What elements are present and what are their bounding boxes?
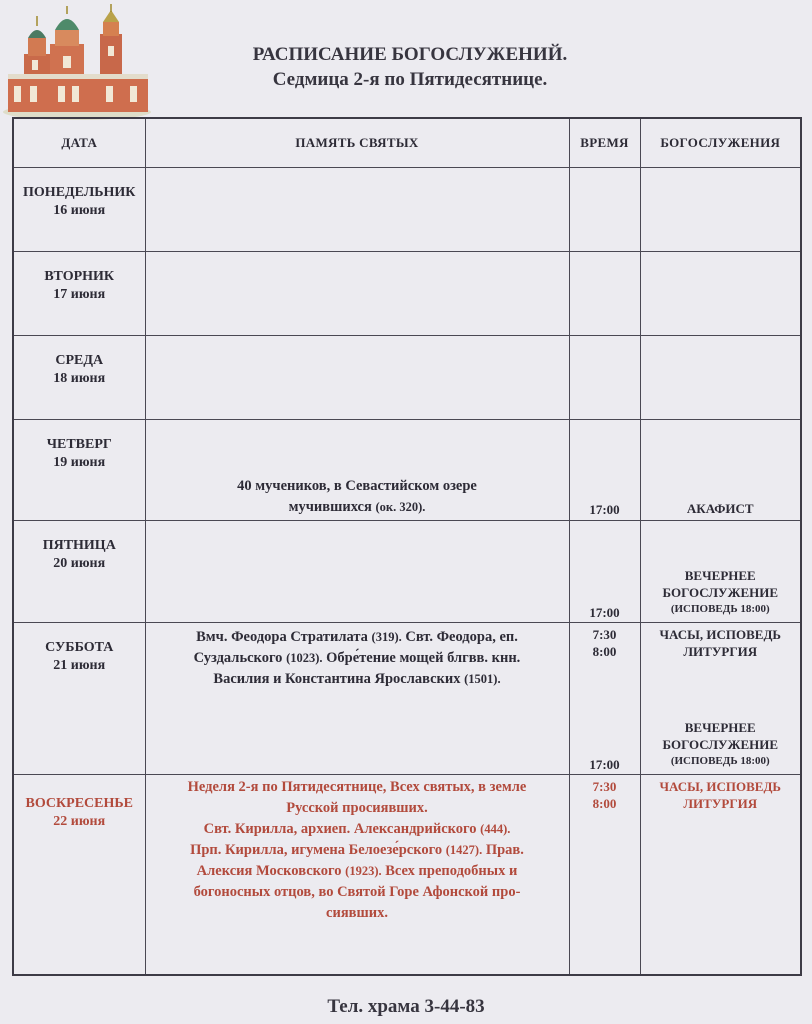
table-row [13, 336, 801, 420]
day-name: ВОСКРЕСЕНЬЕ [25, 796, 133, 811]
memory-line [152, 819, 563, 840]
day-date: 21 июня [53, 658, 106, 673]
table-row [13, 420, 801, 521]
time-cell [569, 623, 640, 775]
service-time: 7:30 [592, 779, 617, 794]
page-title [190, 42, 630, 92]
memory-cell [145, 775, 569, 975]
church-illustration-icon [2, 4, 152, 120]
day-date: 22 июня [53, 814, 106, 829]
memory-line [152, 861, 563, 882]
service-cell [640, 336, 801, 420]
memory-text: Суздальского [193, 650, 283, 666]
memory-line [152, 497, 563, 518]
memory-text: Вмч. Феодора Стратилата [196, 629, 368, 645]
day-date: 18 июня [53, 371, 106, 386]
church-phone: Тел. храма 3-44-83 [327, 996, 485, 1017]
memory-year: (319). [371, 630, 402, 644]
service-time: 17:00 [589, 757, 620, 772]
memory-text: Василия и Константина Ярославских [213, 671, 461, 687]
memory-line: сиявших. [326, 905, 388, 921]
table-row [13, 252, 801, 336]
service-time: 17:00 [589, 605, 620, 620]
service-name: БОГОСЛУЖЕНИЕ [662, 585, 779, 600]
service-time: 17:00 [589, 502, 620, 517]
memory-year: (1023). [286, 651, 323, 665]
memory-text: Свт. Феодора, еп. [405, 629, 518, 645]
schedule-table [12, 117, 802, 976]
day-name: ВТОРНИК [44, 269, 115, 284]
service-note: (ИСПОВЕДЬ 18:00) [670, 755, 770, 767]
day-name: ПЯТНИЦА [42, 538, 116, 553]
memory-line [152, 840, 563, 861]
table-row [13, 623, 801, 775]
service-cell [640, 252, 801, 336]
memory-text: мучившихся [288, 499, 372, 515]
memory-line [152, 627, 563, 648]
date-cell [13, 252, 145, 336]
memory-text: Прп. Кирилла, игумена Белоезе́рского [190, 842, 443, 858]
day-date: 17 июня [53, 287, 106, 302]
service-cell [640, 521, 801, 623]
time-cell [569, 252, 640, 336]
time-cell [569, 521, 640, 623]
col-header-memory: ПАМЯТЬ СВЯТЫХ [145, 118, 569, 168]
date-cell [13, 420, 145, 521]
date-cell [13, 168, 145, 252]
title-line-1: РАСПИСАНИЕ БОГОСЛУЖЕНИЙ. [252, 44, 568, 65]
table-row [13, 775, 801, 975]
service-time: 8:00 [592, 796, 617, 811]
service-cell [640, 420, 801, 521]
col-header-service: БОГОСЛУЖЕНИЯ [640, 118, 801, 168]
memory-year: (1427). [445, 843, 483, 857]
memory-cell [145, 420, 569, 521]
memory-line: богоносных отцов, во Святой Горе Афонской про- [193, 884, 521, 900]
service-time: 8:00 [592, 644, 617, 659]
memory-text: Обре́тение мощей блгвв. кнн. [326, 650, 521, 666]
memory-year: (444). [480, 822, 511, 836]
service-note: (ИСПОВЕДЬ 18:00) [670, 603, 770, 615]
col-header-time: ВРЕМЯ [569, 118, 640, 168]
day-date: 16 июня [53, 203, 106, 218]
day-name: СРЕДА [55, 353, 104, 368]
memory-cell [145, 252, 569, 336]
service-cell [640, 775, 801, 975]
memory-line [152, 669, 563, 690]
day-date: 19 июня [53, 455, 106, 470]
memory-year: (1923). [345, 864, 382, 878]
service-name: ВЕЧЕРНЕЕ [684, 720, 756, 735]
day-name: СУББОТА [45, 640, 114, 655]
time-cell [569, 168, 640, 252]
memory-text: Всех преподобных и [385, 863, 518, 879]
service-name: ЛИТУРГИЯ [683, 644, 758, 659]
service-name: АКАФИСТ [686, 501, 754, 516]
time-cell [569, 420, 640, 521]
memory-year: (1501). [464, 672, 501, 686]
memory-text: Свт. Кирилла, архиеп. Александрийского [203, 821, 477, 837]
service-name: ЧАСЫ, ИСПОВЕДЬ [659, 779, 782, 794]
time-cell [569, 336, 640, 420]
day-name: ЧЕТВЕРГ [46, 437, 112, 452]
memory-line: Неделя 2-я по Пятидесятнице, Всех святых, в земле [187, 779, 527, 795]
service-name: ВЕЧЕРНЕЕ [684, 568, 756, 583]
date-cell [13, 521, 145, 623]
memory-cell [145, 168, 569, 252]
service-name: ЧАСЫ, ИСПОВЕДЬ [659, 627, 782, 642]
service-cell [640, 623, 801, 775]
memory-text: Алексия Московского [196, 863, 342, 879]
memory-cell [145, 623, 569, 775]
day-name: ПОНЕДЕЛЬНИК [23, 185, 136, 200]
col-header-date: ДАТА [13, 118, 145, 168]
title-line-2: Седмица 2-я по Пятидесятнице. [272, 69, 548, 90]
service-name: БОГОСЛУЖЕНИЕ [662, 737, 779, 752]
memory-text: Прав. [485, 842, 524, 858]
service-name: ЛИТУРГИЯ [683, 796, 758, 811]
service-cell [640, 168, 801, 252]
memory-line: Русской просиявших. [286, 800, 428, 816]
memory-cell [145, 336, 569, 420]
date-cell [13, 336, 145, 420]
service-time: 7:30 [592, 627, 617, 642]
table-row [13, 521, 801, 623]
date-cell [13, 775, 145, 975]
memory-year: (ок. 320). [375, 500, 426, 514]
date-cell [13, 623, 145, 775]
day-date: 20 июня [53, 556, 106, 571]
memory-cell [145, 521, 569, 623]
table-header-row [13, 118, 801, 168]
time-cell [569, 775, 640, 975]
table-row [13, 168, 801, 252]
memory-line: 40 мучеников, в Севастийском озере [237, 478, 477, 494]
memory-line [152, 648, 563, 669]
